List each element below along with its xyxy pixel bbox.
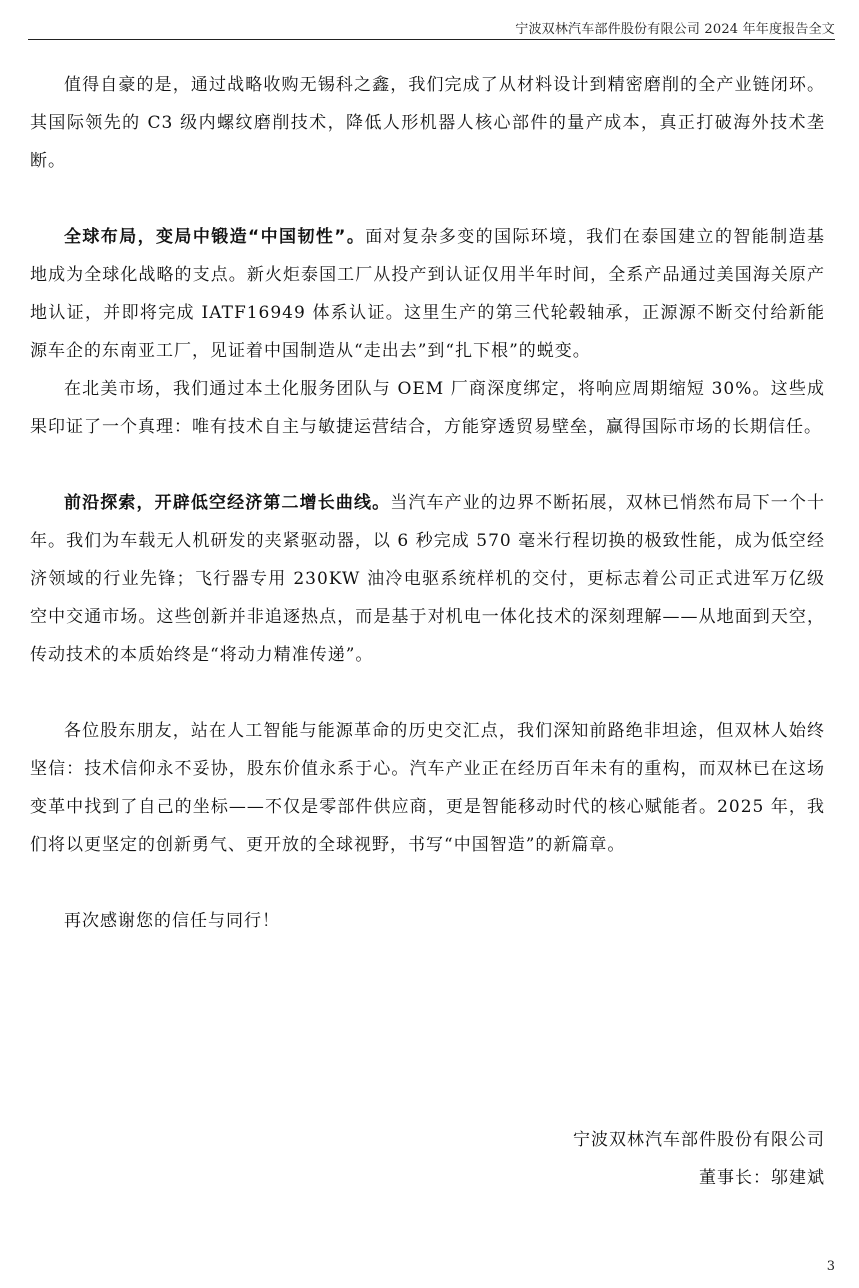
paragraph-shareholders: 各位股东朋友，站在人工智能与能源革命的历史交汇点，我们深知前路绝非坦途，但双林人始终坚信：技术信仰永不妥协，股东价值永系于心。汽车产业正在经历百年未有的重构，而双林已在这场变革中找到了自己的坐标——不仅是零部件供应商，更是智能移动时代的核心赋能者。2025 年，我们将以更坚定的创新勇气、更开放的全球视野，书写“中国智造”的新篇章。: [30, 721, 825, 855]
signature-company: 宁波双林汽车部件股份有限公司: [573, 1130, 825, 1150]
paragraph-acquisition: 值得自豪的是，通过战略收购无锡科之鑫，我们完成了从材料设计到精密磨削的全产业链闭环。其国际领先的 C3 级内螺纹磨削技术，降低人形机器人核心部件的量产成本，真正打破海外技术垄断。: [30, 75, 825, 171]
paragraph-low-altitude: [30, 484, 825, 674]
report-header-title: 宁波双林汽车部件股份有限公司 2024 年年度报告全文: [515, 22, 835, 37]
paragraph-global-layout: [30, 218, 825, 370]
paragraph-low-altitude-heading: 前沿探索，开辟低空经济第二增长曲线。: [64, 493, 391, 513]
page-number: 3: [826, 1259, 835, 1274]
paragraph-global-layout-text: 面对复杂多变的国际环境，我们在泰国建立的智能制造基地成为全球化战略的支点。新火炬泰国工厂从投产到认证仅用半年时间，全系产品通过美国海关原产地认证，并即将完成 IATF16949 体系认证。这里生产的第三代轮毂轴承，正源源不断交付给新能源车企的东南亚工厂，见证着中国制造从“走出去”到“扎下根”的蜕变。: [30, 227, 825, 361]
letter-body: [30, 66, 825, 940]
paragraph-low-altitude-text: 当汽车产业的边界不断拓展，双林已悄然布局下一个十年。我们为车载无人机研发的夹紧驱动器，以 6 秒完成 570 毫米行程切换的极致性能，成为低空经济领域的行业先锋；飞行器专用 230KW 油冷电驱系统样机的交付，更标志着公司正式进军万亿级空中交通市场。这些创新并非追逐热点，而是基于对机电一体化技术的深刻理解——从地面到天空，传动技术的本质始终是“将动力精准传递”。: [30, 493, 826, 665]
signature-block: [30, 1121, 825, 1197]
signature-chairman: 董事长：邬建斌: [699, 1168, 825, 1188]
paragraph-north-america: 在北美市场，我们通过本土化服务团队与 OEM 厂商深度绑定，将响应周期缩短 30%。这些成果印证了一个真理：唯有技术自主与敏捷运营结合，方能穿透贸易壁垒，赢得国际市场的长期信任。: [30, 379, 825, 437]
paragraph-global-layout-heading: 全球布局，变局中锻造“中国韧性”。: [64, 227, 366, 247]
header-divider: [28, 39, 835, 40]
paragraph-thanks: 再次感谢您的信任与同行！: [64, 911, 280, 931]
